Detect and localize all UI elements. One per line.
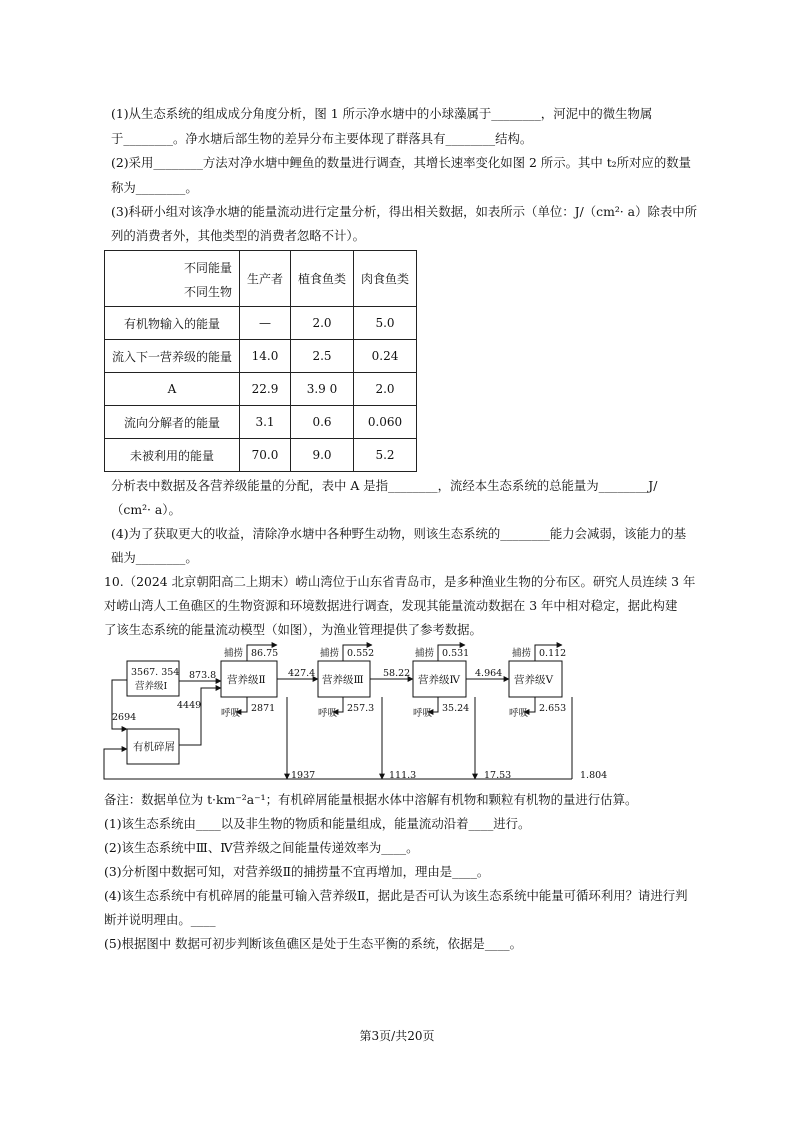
q10-question4-line2: 断并说明理由。____: [104, 912, 216, 927]
q10-intro-line1: 10.（2024 北京朝阳高二上期末）崂山湾位于山东省青岛市，是多种渔业生物的分布区。研究人员连续 3 年: [104, 574, 696, 589]
catch-2-value: 86.75: [251, 648, 279, 659]
table-cell: 0.6: [291, 406, 354, 439]
level1-energy-value: 3567. 354: [131, 667, 180, 678]
catch-label: 捕捞: [512, 648, 532, 659]
table-cell: 3.1: [240, 406, 291, 439]
detritus-flow-4-value: 17.53: [484, 770, 512, 781]
row-label: A: [105, 373, 240, 406]
column-header: 植食鱼类: [291, 251, 354, 307]
table-cell: 9.0: [291, 439, 354, 472]
flow-4-5-value: 4.964: [475, 668, 503, 679]
q9-part2-line1: (2)采用________方法对净水塘中鲤鱼的数量进行调查，其增长速率变化如图 2 所示。其中 t₂所对应的数量: [111, 155, 691, 170]
q9-part3-line4: （cm²· a）。: [111, 502, 181, 517]
column-header: 生产者: [240, 251, 291, 307]
catch-3-value: 0.552: [347, 648, 375, 659]
level2-label: 营养级Ⅱ: [227, 674, 266, 686]
catch-4-value: 0.531: [442, 648, 470, 659]
flow-1-2-value: 873.8: [189, 670, 217, 681]
q10-intro-line2: 对崂山湾人工鱼礁区的生物资源和环境数据进行调查，发现其能量流动数据在 3 年中相对稳定，据此构建: [104, 598, 678, 613]
respiration-4-value: 35.24: [442, 703, 470, 714]
respiration-5-value: 2.653: [539, 703, 567, 714]
q9-part3-line1: (3)科研小组对该净水塘的能量流动进行定量分析，得出相关数据，如表所示（单位：J/（cm²· a）除表中所: [111, 204, 698, 219]
header-energy-label: 不同能量: [183, 261, 232, 275]
q10-note: 备注：数据单位为 t·km⁻²a⁻¹；有机碎屑能量根据水体中溶解有机物和颗粒有机物的量进行估算。: [104, 792, 638, 807]
detritus-flow-3-value: 111.3: [389, 770, 417, 781]
table-cell: 5.2: [354, 439, 417, 472]
q10-question3: (3)分析图中数据可知，对营养级Ⅱ的捕捞量不宜再增加，理由是____。: [104, 864, 490, 879]
flow-1-detritus-value: 2694: [112, 712, 137, 723]
catch-5-value: 0.112: [539, 648, 567, 659]
respiration-label: 呼吸: [413, 708, 433, 719]
column-header: 肉食鱼类: [354, 251, 417, 307]
q10-question1: (1)该生态系统由____以及非生物的物质和能量组成，能量流动沿着____进行。: [104, 816, 531, 831]
flow-3-4-value: 58.22: [383, 668, 411, 679]
respiration-2-value: 2871: [251, 703, 276, 714]
table-cell: 0.24: [354, 340, 417, 373]
respiration-3-value: 257.3: [347, 703, 375, 714]
q10-question5: (5)根据图中 数据可初步判断该鱼礁区是处于生态平衡的系统，依据是____。: [104, 936, 522, 951]
detritus-label: 有机碎屑: [133, 741, 175, 753]
q9-part1-line2: 于________。净水塘后部生物的差异分布主要体现了群落具有________结构。: [111, 131, 533, 146]
table-cell: 2.0: [354, 373, 417, 406]
flow-detritus-2-value: 4449: [177, 700, 202, 711]
catch-label: 捕捞: [224, 648, 244, 659]
table-cell: 2.0: [291, 307, 354, 340]
table-cell: —: [240, 307, 291, 340]
catch-label: 捕捞: [320, 648, 340, 659]
detritus-flow-5-value: 1.804: [580, 770, 608, 781]
q10-intro-line3: 了该生态系统的能量流动模型（如图），为渔业管理提供了参考数据。: [104, 622, 482, 637]
row-label: 有机物输入的能量: [105, 307, 240, 340]
table-cell: 2.5: [291, 340, 354, 373]
row-label: 流入下一营养级的能量: [105, 340, 240, 373]
q10-question4-line1: (4)该生态系统中有机碎屑的能量可输入营养级Ⅱ，据此是否可认为该生态系统中能量可循环利用？请进行判: [104, 888, 688, 903]
table-cell: 70.0: [240, 439, 291, 472]
respiration-label: 呼吸: [509, 708, 529, 719]
level4-label: 营养级Ⅳ: [418, 674, 460, 686]
q9-part2-line2: 称为________。: [111, 180, 198, 195]
q9-part3-line2: 列的消费者外，其他类型的消费者忽略不计）。: [111, 228, 366, 243]
header-organism-label: 不同生物: [183, 285, 232, 299]
table-cell: 14.0: [240, 340, 291, 373]
level1-label: 营养级Ⅰ: [135, 681, 168, 692]
flow-2-3-value: 427.4: [288, 668, 316, 679]
table-cell: 0.060: [354, 406, 417, 439]
respiration-label: 呼吸: [221, 708, 241, 719]
table-cell: 5.0: [354, 307, 417, 340]
level3-label: 营养级Ⅲ: [322, 674, 364, 686]
respiration-label: 呼吸: [318, 708, 338, 719]
q9-part1-line1: (1)从生态系统的组成成分角度分析，图 1 所示净水塘中的小球藻属于________，河泥中的微生物属: [111, 106, 653, 121]
catch-label: 捕捞: [415, 648, 435, 659]
detritus-flow-2-value: 1937: [291, 770, 316, 781]
table-cell: 22.9: [240, 373, 291, 406]
q9-part3-line3: 分析表中数据及各营养级能量的分配，表中 A 是指________，流经本生态系统的总能量为________J/: [111, 478, 658, 493]
q9-part4-line1: (4)为了获取更大的收益，清除净水塘中各种野生动物，则该生态系统的________能力会减弱，该能力的基: [111, 526, 687, 541]
row-label: 流向分解者的能量: [105, 406, 240, 439]
page-footer: 第3页/共20页: [359, 1029, 435, 1043]
level5-label: 营养级Ⅴ: [514, 674, 554, 686]
row-label: 未被利用的能量: [105, 439, 240, 472]
q9-part4-line2: 础为________。: [111, 550, 198, 565]
table-cell: 3.9 0: [291, 373, 354, 406]
q10-question2: (2)该生态系统中Ⅲ、Ⅳ营养级之间能量传递效率为____。: [104, 840, 419, 855]
